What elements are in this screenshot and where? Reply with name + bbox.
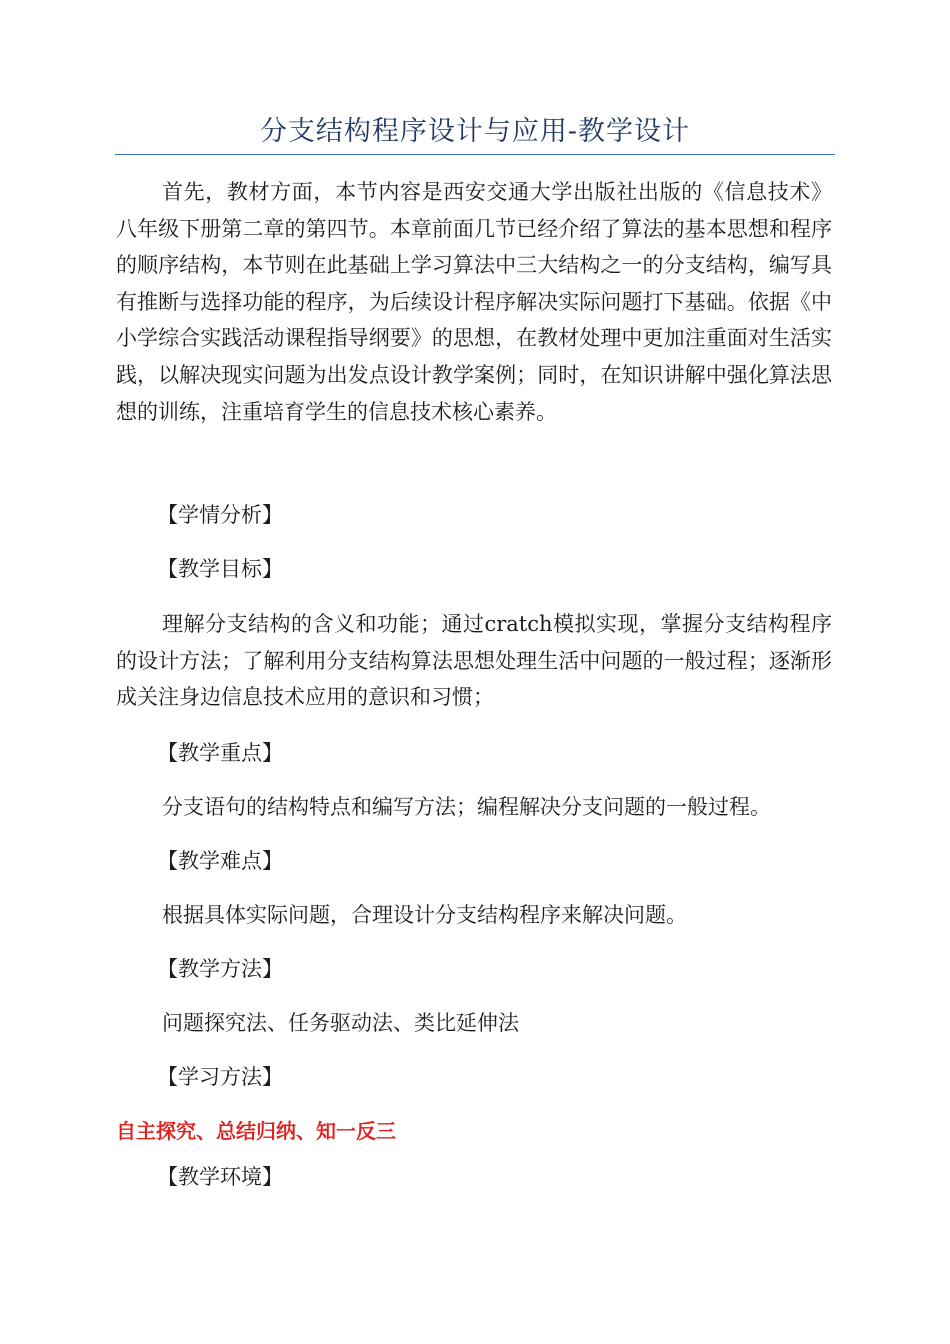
learning-methods-text: 自主探究、总结归纳、知一反三 bbox=[116, 1119, 396, 1143]
intro-paragraph: 首先，教材方面，本节内容是西安交通大学出版社出版的《信息技术》八年级下册第二章的第四节。本章前面几节已经介绍了算法的基本思想和程序的顺序结构，本节则在此基础上学习算法中三大结构之一的分支结构，编写具有推断与选择功能的程序，为后续设计程序解决实际问题打下基础。依据《中小学综合实践活动课程指导纲要》的思想，在教材处理中更加注重面对生活实践，以解决现实问题为出发点设计教学案例；同时，在知识讲解中强化算法思想的训练，注重培育学生的信息技术核心素养。 bbox=[116, 180, 832, 424]
teaching-methods-text: 问题探究法、任务驱动法、类比延伸法 bbox=[162, 1011, 519, 1035]
learning-methods-heading: 【学习方法】 bbox=[157, 1065, 283, 1089]
title-underline bbox=[115, 154, 835, 155]
environment-heading: 【教学环境】 bbox=[157, 1165, 283, 1189]
difficulties-text: 根据具体实际问题，合理设计分支结构程序来解决问题。 bbox=[162, 903, 687, 927]
student-analysis-heading: 【学情分析】 bbox=[157, 503, 283, 527]
objectives-heading: 【教学目标】 bbox=[157, 557, 283, 581]
key-points-text: 分支语句的结构特点和编写方法；编程解决分支问题的一般过程。 bbox=[162, 795, 771, 819]
document-title: 分支结构程序设计与应用-教学设计 bbox=[259, 116, 691, 147]
difficulties-heading: 【教学难点】 bbox=[157, 849, 283, 873]
key-points-heading: 【教学重点】 bbox=[157, 741, 283, 765]
teaching-methods-heading: 【教学方法】 bbox=[157, 957, 283, 981]
objectives-paragraph: 理解分支结构的含义和功能；通过cratch模拟实现，掌握分支结构程序的设计方法；了解利用分支结构算法思想处理生活中问题的一般过程；逐渐形成关注身边信息技术应用的意识和习惯； bbox=[116, 612, 832, 710]
